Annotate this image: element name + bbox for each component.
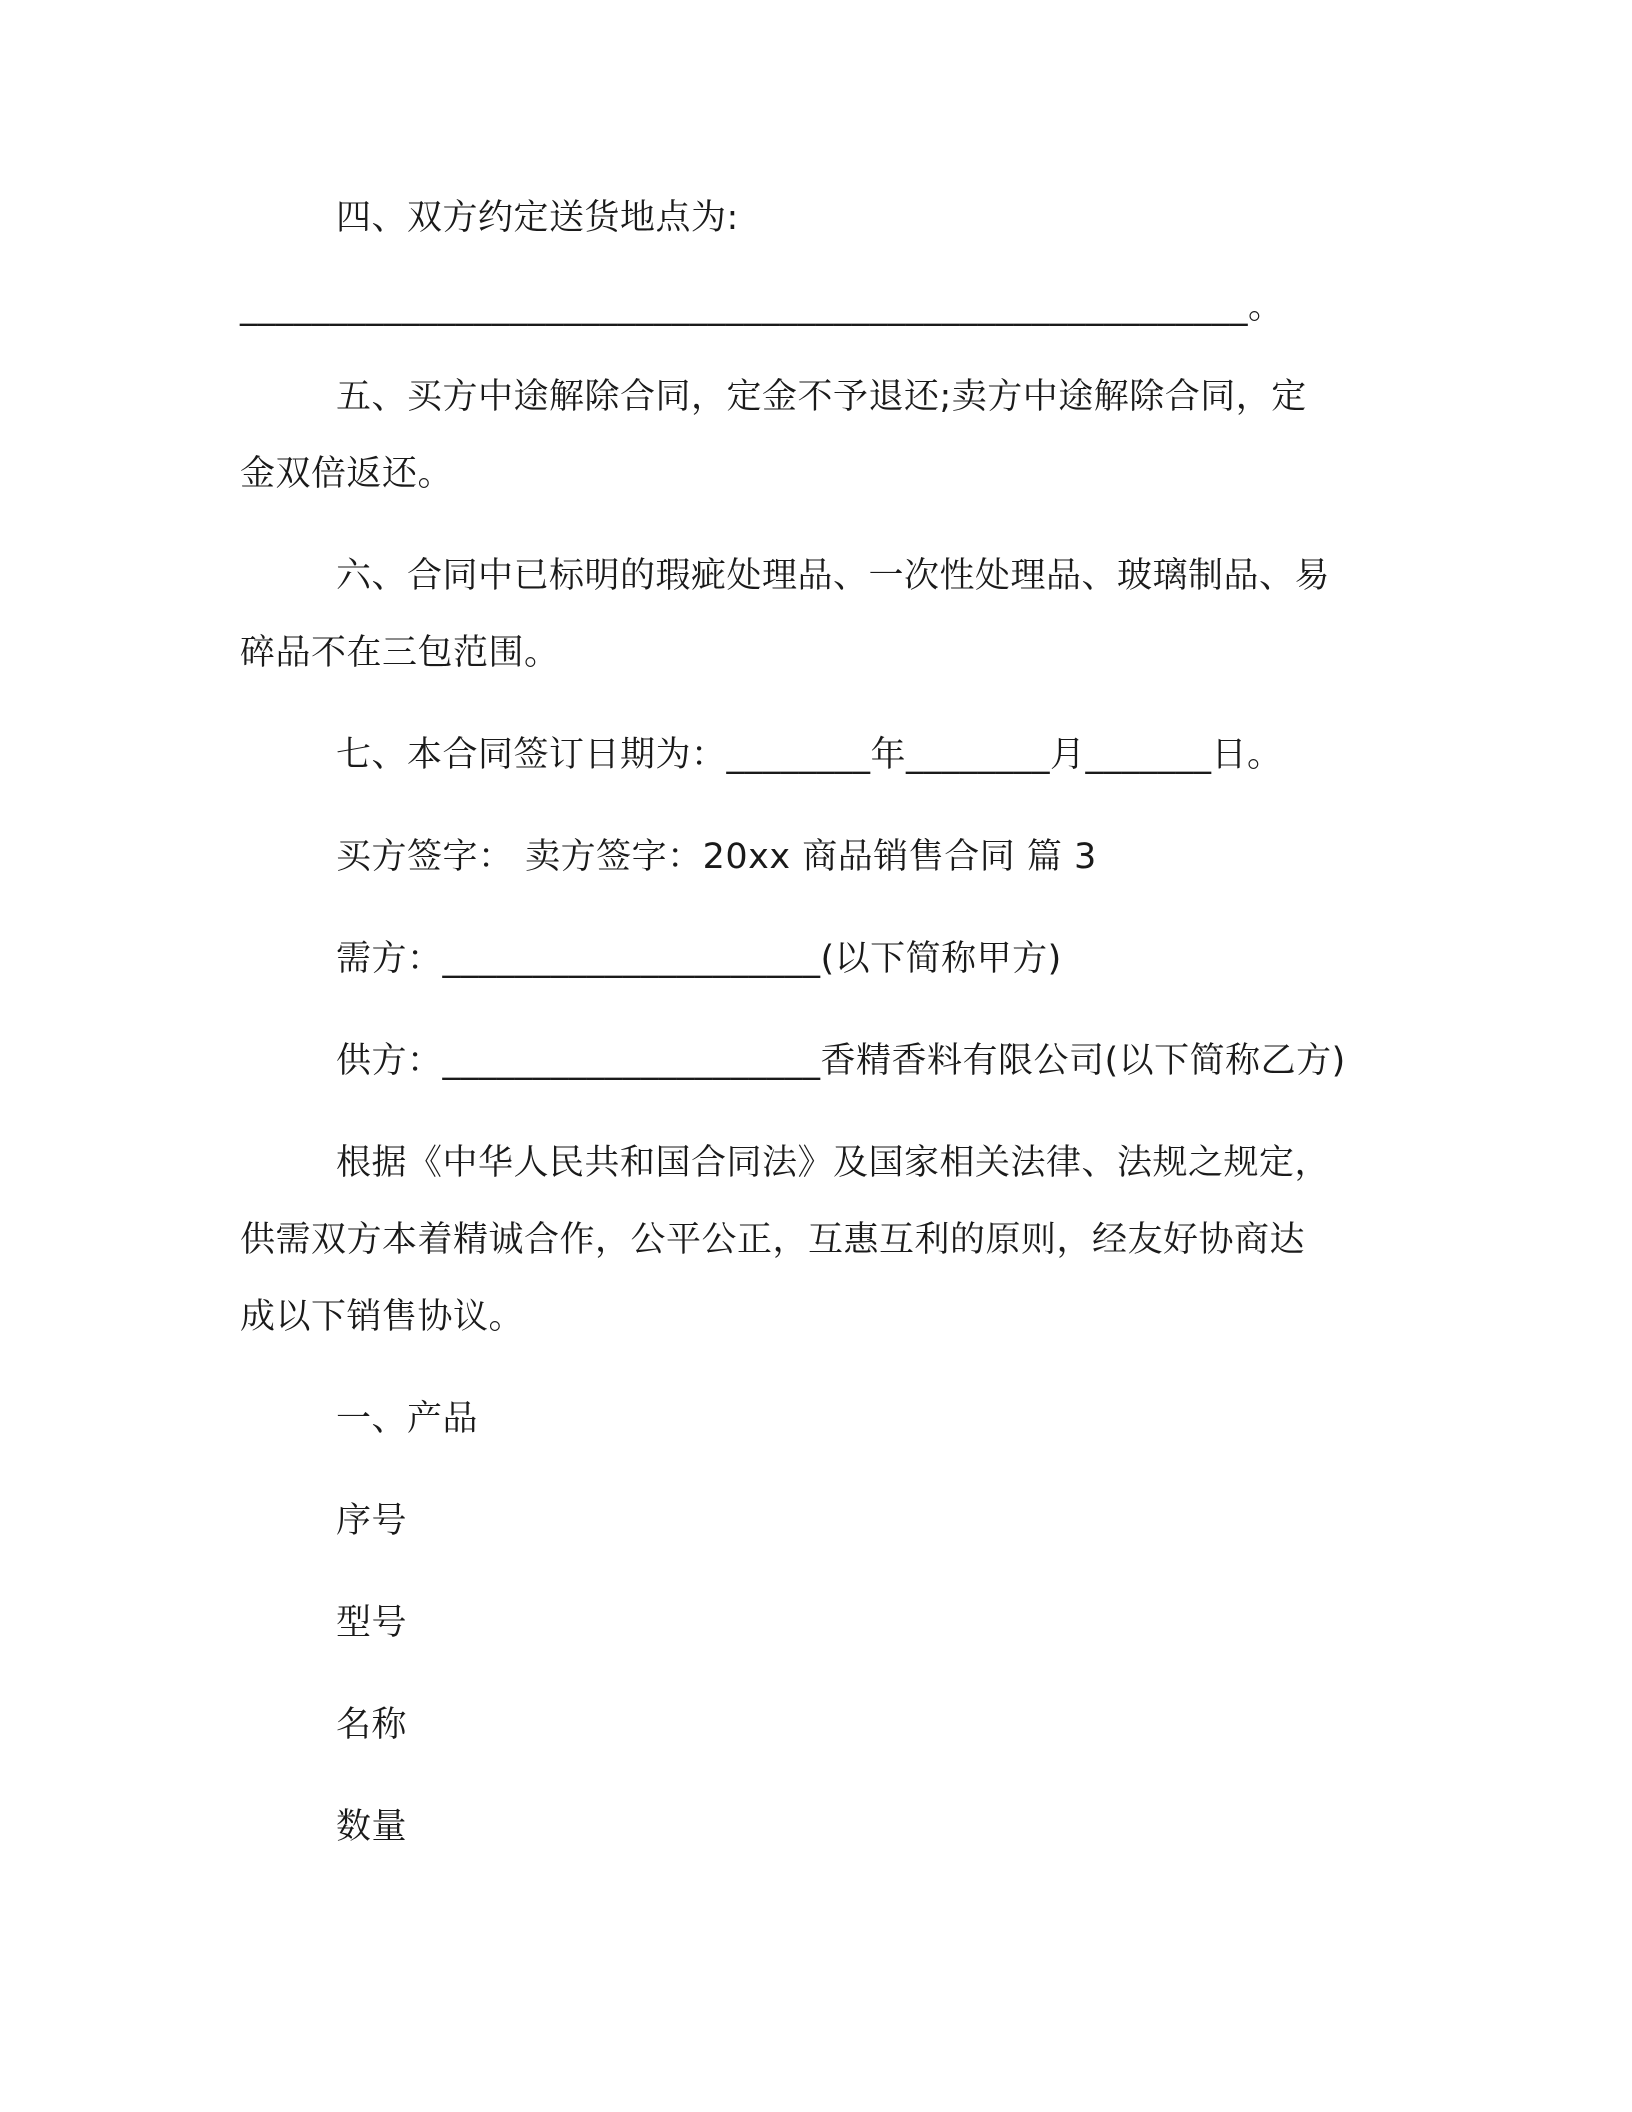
clause-5-line-2: 金双倍返还。 [240,454,454,494]
field-serial-number: 序号 [336,1501,408,1541]
field-name: 名称 [336,1705,408,1745]
clause-6-line-1: 六、合同中已标明的瑕疵处理品、一次性处理品、玻璃制品、易 [336,556,1331,596]
clause-7-date: 七、本合同签订日期为：________年________月_______日。 [336,735,1283,775]
preamble-line-1: 根据《中华人民共和国合同法》及国家相关法律、法规之规定， [336,1143,1331,1183]
section-1-heading: 一、产品 [336,1399,479,1439]
field-quantity: 数量 [336,1807,408,1847]
clause-4-heading: 四、双方约定送货地点为: [336,198,739,238]
preamble-line-2: 供需双方本着精诚合作，公平公正，互惠互利的原则，经友好协商达 [240,1220,1306,1260]
supply-party: 供方：_____________________香精香料有限公司(以下简称乙方) [336,1041,1346,1081]
demand-party: 需方：_____________________(以下简称甲方) [336,939,1062,979]
signatures-and-title: 买方签字： 卖方签字：20xx 商品销售合同 篇 3 [336,837,1097,877]
field-model: 型号 [336,1603,408,1643]
preamble-line-3: 成以下销售协议。 [240,1297,525,1337]
clause-5-line-1: 五、买方中途解除合同，定金不予退还;卖方中途解除合同，定 [336,377,1307,417]
clause-4-blank-line: ________________________________________________________。 [240,287,1284,327]
clause-6-line-2: 碎品不在三包范围。 [240,633,560,673]
